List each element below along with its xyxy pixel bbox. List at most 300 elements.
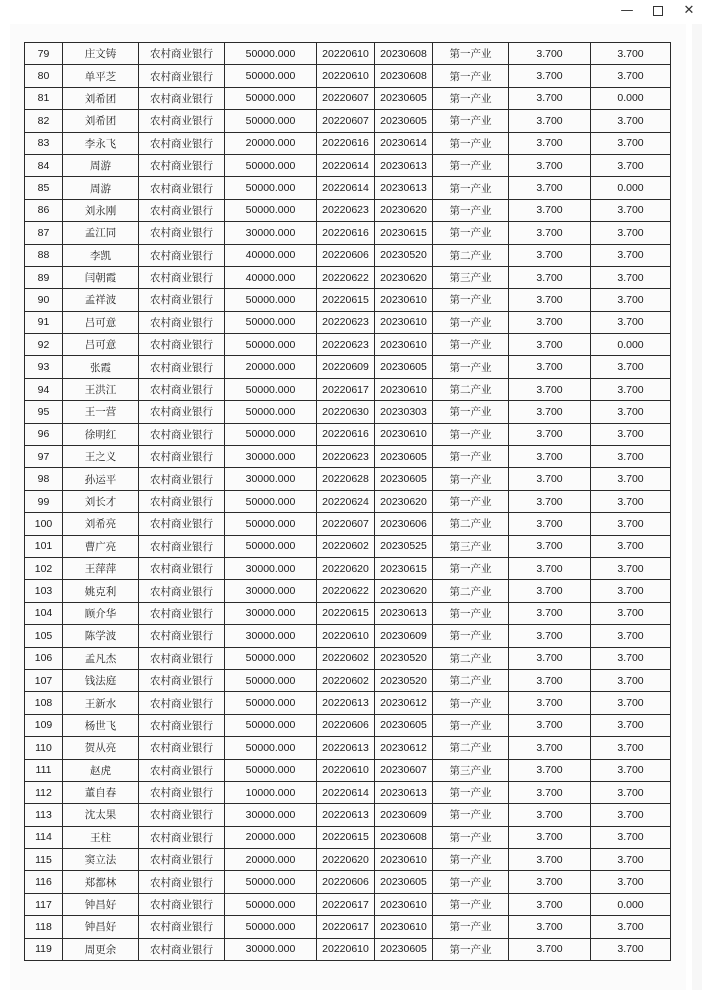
table-row <box>25 199 671 221</box>
industry-type-cell: 第二产业 <box>433 580 509 602</box>
industry-type-cell: 第一产业 <box>433 132 509 154</box>
row-number-cell: 100 <box>25 513 63 535</box>
interest-rate-cell: 3.700 <box>509 513 591 535</box>
lender-bank-cell: 农村商业银行 <box>139 737 225 759</box>
lender-bank-cell: 农村商业银行 <box>139 535 225 557</box>
subsidy-rate-cell: 3.700 <box>591 871 671 893</box>
subsidy-rate-cell: 3.700 <box>591 669 671 691</box>
loan-amount-cell: 50000.000 <box>225 110 317 132</box>
borrower-name-cell: 钟昌好 <box>63 893 139 915</box>
loan-amount-cell: 30000.000 <box>225 804 317 826</box>
interest-rate-cell: 3.700 <box>509 110 591 132</box>
end-date-cell: 20230620 <box>375 266 433 288</box>
vertical-scrollbar[interactable] <box>692 24 702 990</box>
title-bar <box>0 0 706 24</box>
table-row <box>25 625 671 647</box>
end-date-cell: 20230613 <box>375 154 433 176</box>
start-date-cell: 20220614 <box>317 154 375 176</box>
interest-rate-cell: 3.700 <box>509 602 591 624</box>
end-date-cell: 20230620 <box>375 490 433 512</box>
loan-amount-cell: 50000.000 <box>225 177 317 199</box>
industry-type-cell: 第一产业 <box>433 356 509 378</box>
end-date-cell: 20230613 <box>375 781 433 803</box>
end-date-cell: 20230615 <box>375 222 433 244</box>
start-date-cell: 20220609 <box>317 356 375 378</box>
loan-amount-cell: 50000.000 <box>225 378 317 400</box>
subsidy-rate-cell: 3.700 <box>591 557 671 579</box>
industry-type-cell: 第一产业 <box>433 199 509 221</box>
loan-amount-cell: 10000.000 <box>225 781 317 803</box>
interest-rate-cell: 3.700 <box>509 557 591 579</box>
subsidy-rate-cell: 3.700 <box>591 737 671 759</box>
borrower-name-cell: 钱法庭 <box>63 669 139 691</box>
loan-amount-cell: 30000.000 <box>225 557 317 579</box>
end-date-cell: 20230608 <box>375 43 433 65</box>
interest-rate-cell: 3.700 <box>509 759 591 781</box>
loan-amount-cell: 50000.000 <box>225 311 317 333</box>
subsidy-rate-cell: 3.700 <box>591 468 671 490</box>
end-date-cell: 20230605 <box>375 714 433 736</box>
borrower-name-cell: 周游 <box>63 177 139 199</box>
row-number-cell: 110 <box>25 737 63 759</box>
interest-rate-cell: 3.700 <box>509 87 591 109</box>
industry-type-cell: 第一产业 <box>433 110 509 132</box>
interest-rate-cell: 3.700 <box>509 647 591 669</box>
subsidy-rate-cell: 3.700 <box>591 535 671 557</box>
row-number-cell: 106 <box>25 647 63 669</box>
industry-type-cell: 第一产业 <box>433 423 509 445</box>
start-date-cell: 20220607 <box>317 110 375 132</box>
lender-bank-cell: 农村商业银行 <box>139 669 225 691</box>
industry-type-cell: 第一产业 <box>433 468 509 490</box>
industry-type-cell: 第一产业 <box>433 65 509 87</box>
lender-bank-cell: 农村商业银行 <box>139 65 225 87</box>
lender-bank-cell: 农村商业银行 <box>139 423 225 445</box>
industry-type-cell: 第二产业 <box>433 647 509 669</box>
table-row <box>25 468 671 490</box>
end-date-cell: 20230610 <box>375 423 433 445</box>
subsidy-rate-cell: 3.700 <box>591 356 671 378</box>
subsidy-rate-cell: 3.700 <box>591 826 671 848</box>
borrower-name-cell: 杨世飞 <box>63 714 139 736</box>
start-date-cell: 20220602 <box>317 669 375 691</box>
table-row <box>25 401 671 423</box>
row-number-cell: 91 <box>25 311 63 333</box>
loan-amount-cell: 50000.000 <box>225 714 317 736</box>
end-date-cell: 20230610 <box>375 311 433 333</box>
lender-bank-cell: 农村商业银行 <box>139 893 225 915</box>
loan-amount-cell: 50000.000 <box>225 87 317 109</box>
interest-rate-cell: 3.700 <box>509 132 591 154</box>
loan-amount-cell: 50000.000 <box>225 759 317 781</box>
subsidy-rate-cell: 3.700 <box>591 938 671 960</box>
subsidy-rate-cell: 3.700 <box>591 849 671 871</box>
industry-type-cell: 第一产业 <box>433 222 509 244</box>
interest-rate-cell: 3.700 <box>509 490 591 512</box>
interest-rate-cell: 3.700 <box>509 871 591 893</box>
loan-amount-cell: 50000.000 <box>225 513 317 535</box>
loan-amount-cell: 20000.000 <box>225 849 317 871</box>
end-date-cell: 20230608 <box>375 826 433 848</box>
table-row <box>25 535 671 557</box>
interest-rate-cell: 3.700 <box>509 401 591 423</box>
interest-rate-cell: 3.700 <box>509 714 591 736</box>
loan-amount-cell: 50000.000 <box>225 154 317 176</box>
lender-bank-cell: 农村商业银行 <box>139 849 225 871</box>
loan-amount-cell: 30000.000 <box>225 468 317 490</box>
industry-type-cell: 第一产业 <box>433 714 509 736</box>
loan-table <box>24 42 671 961</box>
maximize-button[interactable] <box>643 0 673 22</box>
lender-bank-cell: 农村商业银行 <box>139 916 225 938</box>
table-row <box>25 266 671 288</box>
borrower-name-cell: 孙运平 <box>63 468 139 490</box>
row-number-cell: 83 <box>25 132 63 154</box>
borrower-name-cell: 孟祥波 <box>63 289 139 311</box>
row-number-cell: 114 <box>25 826 63 848</box>
industry-type-cell: 第一产业 <box>433 826 509 848</box>
table-row <box>25 759 671 781</box>
industry-type-cell: 第一产业 <box>433 334 509 356</box>
minimize-button[interactable] <box>612 0 642 22</box>
row-number-cell: 88 <box>25 244 63 266</box>
lender-bank-cell: 农村商业银行 <box>139 266 225 288</box>
loan-amount-cell: 50000.000 <box>225 199 317 221</box>
lender-bank-cell: 农村商业银行 <box>139 43 225 65</box>
lender-bank-cell: 农村商业银行 <box>139 177 225 199</box>
industry-type-cell: 第二产业 <box>433 244 509 266</box>
table-row <box>25 311 671 333</box>
lender-bank-cell: 农村商业银行 <box>139 311 225 333</box>
row-number-cell: 81 <box>25 87 63 109</box>
loan-amount-cell: 30000.000 <box>225 625 317 647</box>
borrower-name-cell: 孟江同 <box>63 222 139 244</box>
start-date-cell: 20220613 <box>317 804 375 826</box>
table-row <box>25 826 671 848</box>
row-number-cell: 96 <box>25 423 63 445</box>
lender-bank-cell: 农村商业银行 <box>139 557 225 579</box>
loan-amount-cell: 30000.000 <box>225 938 317 960</box>
subsidy-rate-cell: 3.700 <box>591 289 671 311</box>
industry-type-cell: 第一产业 <box>433 871 509 893</box>
row-number-cell: 90 <box>25 289 63 311</box>
table-row <box>25 43 671 65</box>
end-date-cell: 20230610 <box>375 916 433 938</box>
row-number-cell: 92 <box>25 334 63 356</box>
table-row <box>25 334 671 356</box>
subsidy-rate-cell: 3.700 <box>591 916 671 938</box>
interest-rate-cell: 3.700 <box>509 692 591 714</box>
row-number-cell: 111 <box>25 759 63 781</box>
borrower-name-cell: 吕可意 <box>63 311 139 333</box>
start-date-cell: 20220610 <box>317 625 375 647</box>
industry-type-cell: 第三产业 <box>433 759 509 781</box>
start-date-cell: 20220616 <box>317 222 375 244</box>
subsidy-rate-cell: 3.700 <box>591 580 671 602</box>
table-row <box>25 647 671 669</box>
subsidy-rate-cell: 3.700 <box>591 423 671 445</box>
table-row <box>25 849 671 871</box>
lender-bank-cell: 农村商业银行 <box>139 714 225 736</box>
borrower-name-cell: 王新水 <box>63 692 139 714</box>
end-date-cell: 20230613 <box>375 177 433 199</box>
row-number-cell: 93 <box>25 356 63 378</box>
table-row <box>25 244 671 266</box>
borrower-name-cell: 李永飞 <box>63 132 139 154</box>
loan-amount-cell: 50000.000 <box>225 737 317 759</box>
loan-amount-cell: 50000.000 <box>225 692 317 714</box>
lender-bank-cell: 农村商业银行 <box>139 446 225 468</box>
end-date-cell: 20230612 <box>375 737 433 759</box>
start-date-cell: 20220610 <box>317 759 375 781</box>
start-date-cell: 20220623 <box>317 311 375 333</box>
start-date-cell: 20220614 <box>317 781 375 803</box>
borrower-name-cell: 窦立法 <box>63 849 139 871</box>
loan-amount-cell: 30000.000 <box>225 222 317 244</box>
industry-type-cell: 第一产业 <box>433 87 509 109</box>
table-row <box>25 65 671 87</box>
interest-rate-cell: 3.700 <box>509 43 591 65</box>
row-number-cell: 89 <box>25 266 63 288</box>
end-date-cell: 20230613 <box>375 602 433 624</box>
end-date-cell: 20230610 <box>375 334 433 356</box>
lender-bank-cell: 农村商业银行 <box>139 468 225 490</box>
subsidy-rate-cell: 0.000 <box>591 87 671 109</box>
interest-rate-cell: 3.700 <box>509 737 591 759</box>
subsidy-rate-cell: 3.700 <box>591 154 671 176</box>
start-date-cell: 20220624 <box>317 490 375 512</box>
table-row <box>25 871 671 893</box>
end-date-cell: 20230610 <box>375 378 433 400</box>
end-date-cell: 20230609 <box>375 804 433 826</box>
start-date-cell: 20220607 <box>317 513 375 535</box>
start-date-cell: 20220630 <box>317 401 375 423</box>
industry-type-cell: 第二产业 <box>433 669 509 691</box>
subsidy-rate-cell: 3.700 <box>591 401 671 423</box>
industry-type-cell: 第二产业 <box>433 378 509 400</box>
subsidy-rate-cell: 3.700 <box>591 222 671 244</box>
lender-bank-cell: 农村商业银行 <box>139 602 225 624</box>
subsidy-rate-cell: 3.700 <box>591 714 671 736</box>
loan-amount-cell: 30000.000 <box>225 446 317 468</box>
interest-rate-cell: 3.700 <box>509 916 591 938</box>
borrower-name-cell: 刘希亮 <box>63 513 139 535</box>
industry-type-cell: 第一产业 <box>433 311 509 333</box>
loan-amount-cell: 20000.000 <box>225 132 317 154</box>
end-date-cell: 20230620 <box>375 580 433 602</box>
start-date-cell: 20220607 <box>317 87 375 109</box>
lender-bank-cell: 农村商业银行 <box>139 356 225 378</box>
table-row <box>25 580 671 602</box>
lender-bank-cell: 农村商业银行 <box>139 222 225 244</box>
end-date-cell: 20230605 <box>375 871 433 893</box>
start-date-cell: 20220620 <box>317 557 375 579</box>
row-number-cell: 103 <box>25 580 63 602</box>
table-row <box>25 557 671 579</box>
borrower-name-cell: 赵虎 <box>63 759 139 781</box>
close-button[interactable] <box>674 0 704 22</box>
end-date-cell: 20230605 <box>375 87 433 109</box>
interest-rate-cell: 3.700 <box>509 826 591 848</box>
table-row <box>25 356 671 378</box>
close-icon: ✕ <box>683 3 695 18</box>
loan-amount-cell: 50000.000 <box>225 43 317 65</box>
industry-type-cell: 第一产业 <box>433 916 509 938</box>
borrower-name-cell: 刘希团 <box>63 110 139 132</box>
lender-bank-cell: 农村商业银行 <box>139 513 225 535</box>
end-date-cell: 20230525 <box>375 535 433 557</box>
interest-rate-cell: 3.700 <box>509 199 591 221</box>
row-number-cell: 98 <box>25 468 63 490</box>
interest-rate-cell: 3.700 <box>509 423 591 445</box>
lender-bank-cell: 农村商业银行 <box>139 110 225 132</box>
row-number-cell: 119 <box>25 938 63 960</box>
lender-bank-cell: 农村商业银行 <box>139 334 225 356</box>
lender-bank-cell: 农村商业银行 <box>139 244 225 266</box>
borrower-name-cell: 董自春 <box>63 781 139 803</box>
interest-rate-cell: 3.700 <box>509 177 591 199</box>
row-number-cell: 86 <box>25 199 63 221</box>
start-date-cell: 20220602 <box>317 647 375 669</box>
lender-bank-cell: 农村商业银行 <box>139 87 225 109</box>
loan-amount-cell: 20000.000 <box>225 356 317 378</box>
borrower-name-cell: 刘永刚 <box>63 199 139 221</box>
start-date-cell: 20220628 <box>317 468 375 490</box>
table-row <box>25 446 671 468</box>
end-date-cell: 20230609 <box>375 625 433 647</box>
start-date-cell: 20220606 <box>317 244 375 266</box>
borrower-name-cell: 李凯 <box>63 244 139 266</box>
end-date-cell: 20230605 <box>375 110 433 132</box>
loan-amount-cell: 50000.000 <box>225 65 317 87</box>
end-date-cell: 20230303 <box>375 401 433 423</box>
row-number-cell: 109 <box>25 714 63 736</box>
subsidy-rate-cell: 0.000 <box>591 334 671 356</box>
subsidy-rate-cell: 3.700 <box>591 378 671 400</box>
subsidy-rate-cell: 3.700 <box>591 199 671 221</box>
interest-rate-cell: 3.700 <box>509 266 591 288</box>
table-row <box>25 804 671 826</box>
subsidy-rate-cell: 3.700 <box>591 266 671 288</box>
loan-amount-cell: 50000.000 <box>225 647 317 669</box>
lender-bank-cell: 农村商业银行 <box>139 625 225 647</box>
interest-rate-cell: 3.700 <box>509 468 591 490</box>
interest-rate-cell: 3.700 <box>509 311 591 333</box>
table-row <box>25 714 671 736</box>
loan-amount-cell: 50000.000 <box>225 669 317 691</box>
borrower-name-cell: 陈学波 <box>63 625 139 647</box>
lender-bank-cell: 农村商业银行 <box>139 938 225 960</box>
row-number-cell: 87 <box>25 222 63 244</box>
loan-amount-cell: 50000.000 <box>225 490 317 512</box>
scanned-page <box>10 24 686 990</box>
borrower-name-cell: 王之义 <box>63 446 139 468</box>
loan-amount-cell: 30000.000 <box>225 602 317 624</box>
borrower-name-cell: 曹广亮 <box>63 535 139 557</box>
end-date-cell: 20230620 <box>375 199 433 221</box>
subsidy-rate-cell: 3.700 <box>591 781 671 803</box>
industry-type-cell: 第一产业 <box>433 154 509 176</box>
borrower-name-cell: 周游 <box>63 154 139 176</box>
end-date-cell: 20230605 <box>375 446 433 468</box>
industry-type-cell: 第一产业 <box>433 43 509 65</box>
industry-type-cell: 第一产业 <box>433 692 509 714</box>
subsidy-rate-cell: 3.700 <box>591 446 671 468</box>
borrower-name-cell: 沈太果 <box>63 804 139 826</box>
borrower-name-cell: 王洪江 <box>63 378 139 400</box>
interest-rate-cell: 3.700 <box>509 849 591 871</box>
industry-type-cell: 第一产业 <box>433 625 509 647</box>
loan-amount-cell: 20000.000 <box>225 826 317 848</box>
lender-bank-cell: 农村商业银行 <box>139 692 225 714</box>
subsidy-rate-cell: 3.700 <box>591 625 671 647</box>
borrower-name-cell: 孟凡杰 <box>63 647 139 669</box>
start-date-cell: 20220615 <box>317 602 375 624</box>
interest-rate-cell: 3.700 <box>509 669 591 691</box>
loan-amount-cell: 30000.000 <box>225 580 317 602</box>
start-date-cell: 20220617 <box>317 893 375 915</box>
industry-type-cell: 第一产业 <box>433 289 509 311</box>
row-number-cell: 95 <box>25 401 63 423</box>
interest-rate-cell: 3.700 <box>509 378 591 400</box>
table-row <box>25 781 671 803</box>
lender-bank-cell: 农村商业银行 <box>139 199 225 221</box>
loan-amount-cell: 50000.000 <box>225 289 317 311</box>
lender-bank-cell: 农村商业银行 <box>139 132 225 154</box>
square-icon <box>653 6 663 16</box>
borrower-name-cell: 刘长才 <box>63 490 139 512</box>
interest-rate-cell: 3.700 <box>509 781 591 803</box>
loan-amount-cell: 50000.000 <box>225 535 317 557</box>
interest-rate-cell: 3.700 <box>509 535 591 557</box>
start-date-cell: 20220620 <box>317 849 375 871</box>
start-date-cell: 20220622 <box>317 266 375 288</box>
row-number-cell: 84 <box>25 154 63 176</box>
industry-type-cell: 第一产业 <box>433 781 509 803</box>
loan-amount-cell: 40000.000 <box>225 244 317 266</box>
interest-rate-cell: 3.700 <box>509 244 591 266</box>
row-number-cell: 79 <box>25 43 63 65</box>
start-date-cell: 20220622 <box>317 580 375 602</box>
end-date-cell: 20230615 <box>375 557 433 579</box>
subsidy-rate-cell: 0.000 <box>591 893 671 915</box>
industry-type-cell: 第二产业 <box>433 737 509 759</box>
table-row <box>25 669 671 691</box>
interest-rate-cell: 3.700 <box>509 938 591 960</box>
row-number-cell: 104 <box>25 602 63 624</box>
start-date-cell: 20220614 <box>317 177 375 199</box>
subsidy-rate-cell: 3.700 <box>591 311 671 333</box>
industry-type-cell: 第二产业 <box>433 513 509 535</box>
start-date-cell: 20220623 <box>317 199 375 221</box>
end-date-cell: 20230614 <box>375 132 433 154</box>
row-number-cell: 115 <box>25 849 63 871</box>
industry-type-cell: 第一产业 <box>433 893 509 915</box>
row-number-cell: 116 <box>25 871 63 893</box>
lender-bank-cell: 农村商业银行 <box>139 647 225 669</box>
industry-type-cell: 第一产业 <box>433 557 509 579</box>
row-number-cell: 105 <box>25 625 63 647</box>
subsidy-rate-cell: 3.700 <box>591 132 671 154</box>
industry-type-cell: 第一产业 <box>433 401 509 423</box>
start-date-cell: 20220623 <box>317 334 375 356</box>
table-row <box>25 737 671 759</box>
loan-amount-cell: 50000.000 <box>225 334 317 356</box>
interest-rate-cell: 3.700 <box>509 334 591 356</box>
row-number-cell: 85 <box>25 177 63 199</box>
row-number-cell: 82 <box>25 110 63 132</box>
table-row <box>25 423 671 445</box>
